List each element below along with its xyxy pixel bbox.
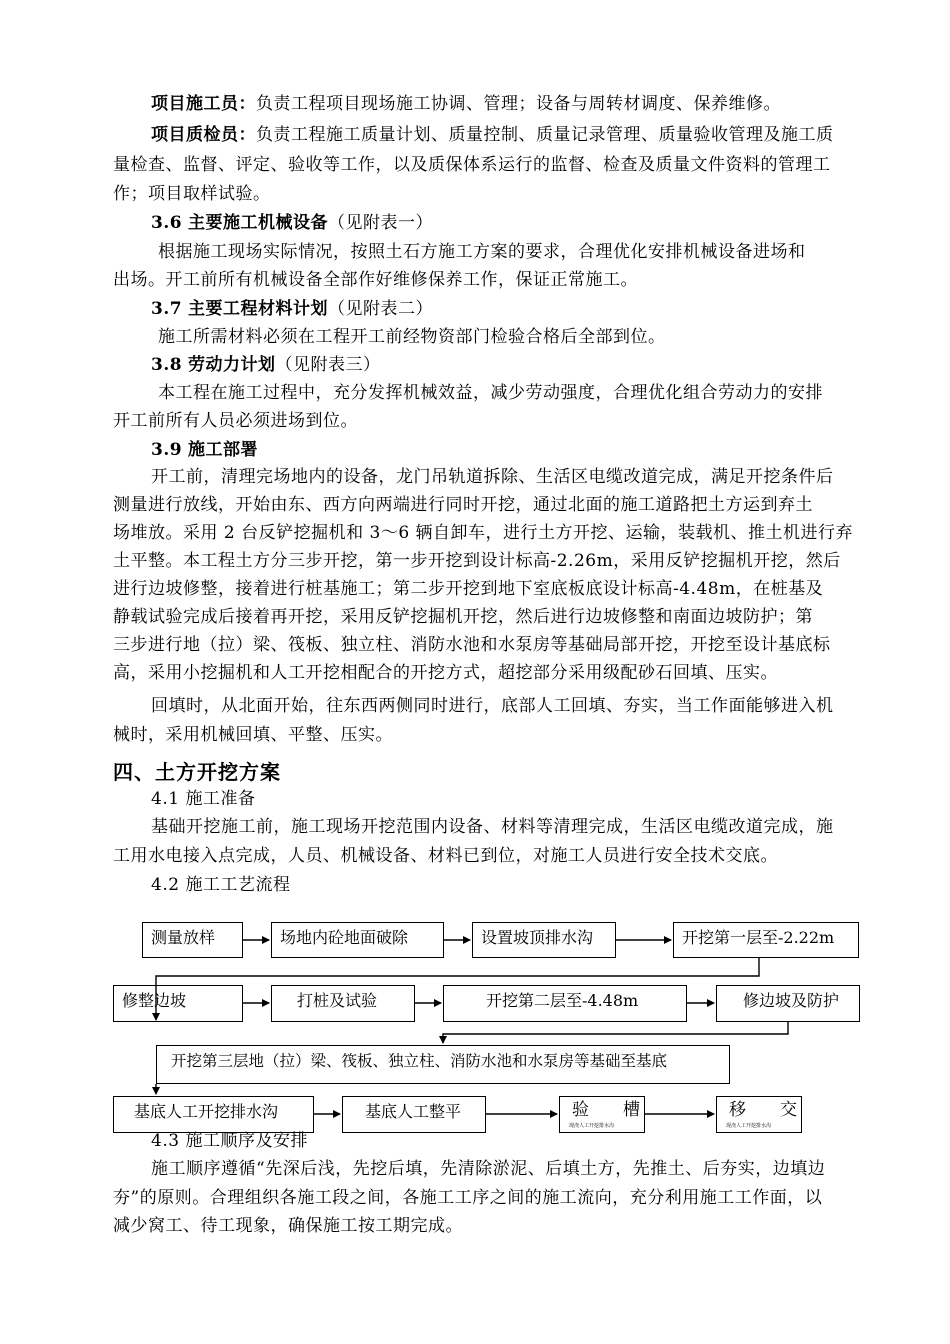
text-4-3-2: 夯”的原则。合理组织各施工段之间，各施工工序之间的施工流向，充分利用施工工作面，以 — [113, 1188, 823, 1208]
text-3-9-10: 械时，采用机械回填、平整、压实。 — [113, 725, 393, 745]
arrow-b8-b9 — [443, 1022, 788, 1043]
flow-step-excavate-layer1: 开挖第一层至-2.22m — [673, 922, 859, 958]
text-3-9-7: 三步进行地（拉）梁、筏板、独立柱、消防水池和水泵房等基础局部开挖，开挖至设计基底标 — [113, 635, 831, 655]
text-quality-inspector-2: 量检查、监督、评定、验收等工作，以及质保体系运行的监督、检查及质量文件资料的管理工 — [113, 155, 831, 175]
text-3-8-1: 本工程在施工过程中，充分发挥机械效益，减少劳动强度，合理优化组合劳动力的安排 — [158, 383, 823, 403]
heading-3-8-num: 3.8 — [151, 355, 183, 375]
text-3-9-2: 测量进行放线，开始由东、西方向两端进行同时开挖，通过北面的施工道路把土方运到弃土 — [113, 495, 813, 515]
heading-3-6-num: 3.6 — [151, 213, 183, 233]
text-3-9-9: 回填时，从北面开始，往东西两侧同时进行，底部人工回填、夯实，当工作面能够进入机 — [151, 696, 834, 716]
heading-3-7-ref: （见附表二） — [327, 299, 433, 319]
flow-step-inspect-trench-label: 验 槽 — [572, 1100, 640, 1120]
text-3-9-4: 土平整。本工程土方分三步开挖，第一步开挖到设计标高-2.26m，采用反铲挖掘机开挖，然后 — [113, 551, 841, 571]
text-3-9-5: 进行边坡修整，接着进行桩基施工；第二步开挖到地下室底板底设计标高-4.48m，在桩基及 — [113, 579, 824, 599]
label-quality-inspector: 项目质检员： — [151, 125, 256, 145]
flow-step-excavate-layer2: 开挖第二层至-4.48m — [443, 985, 687, 1022]
text-4-3-1: 施工顺序遵循“先深后浅，先挖后填，先清除淤泥、后填土方，先推土、后夯实，边填边 — [151, 1159, 826, 1179]
heading-3-8-ref: （见附表三） — [275, 355, 381, 375]
flow-step-slope-protection: 修边坡及防护 — [716, 985, 860, 1022]
text-quality-inspector-1: 负责工程施工质量计划、质量控制、质量记录管理、质量验收管理及施工质 — [256, 125, 834, 145]
arrow-b4-b5 — [156, 958, 759, 1020]
heading-4-1: 4.1 施工准备 — [151, 789, 256, 809]
heading-4-3: 4.3 施工顺序及安排 — [151, 1131, 308, 1151]
text-construction-staff: 负责工程项目现场施工协调、管理；设备与周转材调度、保养维修。 — [256, 94, 781, 114]
text-quality-inspector-3: 作；项目取样试验。 — [113, 184, 271, 204]
heading-3-7-title: 主要工程材料计划 — [187, 299, 328, 319]
heading-3-6-ref: （见附表一） — [327, 213, 433, 233]
text-4-1-2: 工用水电接入点完成，人员、机械设备、材料已到位，对施工人员进行安全技术交底。 — [113, 846, 778, 866]
heading-3-8-title: 劳动力计划 — [187, 355, 276, 375]
text-4-3-3: 减少窝工、待工现象，确保施工按工期完成。 — [113, 1216, 463, 1236]
flow-step-excavate-layer3: 开挖第三层地（拉）梁、筏板、独立柱、消防水池和水泵房等基础至基底 — [156, 1045, 730, 1084]
flow-step-survey: 测量放样 — [142, 922, 243, 958]
heading-3-9-num: 3.9 — [151, 440, 183, 460]
heading-3-6-title: 主要施工机械设备 — [187, 213, 328, 233]
heading-4-2: 4.2 施工工艺流程 — [151, 875, 291, 895]
flow-step-base-level: 基底人工整平 — [342, 1096, 486, 1133]
flow-step-base-drain: 基底人工开挖排水沟 — [113, 1096, 314, 1133]
label-construction-staff: 项目施工员： — [151, 94, 256, 114]
flow-step-piling: 打桩及试验 — [271, 985, 415, 1022]
text-3-9-6: 静载试验完成后接着再开挖，采用反铲挖掘机开挖，然后进行边坡修整和南面边坡防护；第 — [113, 607, 813, 627]
flow-step-handover-small: 现浇人工开挖排水沟 — [726, 1123, 772, 1129]
text-3-8-2: 开工前所有人员必须进场到位。 — [113, 411, 358, 431]
text-3-9-3: 场堆放。采用 2 台反铲挖掘机和 3～6 辆自卸车，进行土方开挖、运输，装载机、推土机进行弃 — [113, 523, 854, 543]
text-4-1-1: 基础开挖施工前，施工现场开挖范围内设备、材料等清理完成，生活区电缆改道完成，施 — [151, 817, 834, 837]
text-3-6-1: 根据施工现场实际情况，按照土石方施工方案的要求，合理优化安排机械设备进场和 — [158, 242, 806, 262]
text-3-7-1: 施工所需材料必须在工程开工前经物资部门检验合格后全部到位。 — [158, 327, 666, 347]
heading-3-9-title: 施工部署 — [187, 440, 258, 460]
text-3-9-8: 高，采用小挖掘机和人工开挖相配合的开挖方式，超挖部分采用级配砂石回填、压实。 — [113, 663, 778, 683]
heading-3-7-num: 3.7 — [151, 299, 183, 319]
flow-step-handover-label: 移 交 — [729, 1100, 797, 1120]
flow-step-inspect-trench-small: 现浇人工开挖排水沟 — [569, 1123, 615, 1129]
chapter-4-title: 四、土方开挖方案 — [113, 760, 281, 784]
text-3-6-2: 出场。开工前所有机械设备全部作好维修保养工作，保证正常施工。 — [113, 270, 638, 290]
flow-step-break-concrete: 场地内砼地面破除 — [271, 922, 444, 958]
flow-step-top-drain: 设置坡顶排水沟 — [472, 922, 616, 958]
text-3-9-1: 开工前，清理完场地内的设备，龙门吊轨道拆除、生活区电缆改道完成，满足开挖条件后 — [151, 467, 834, 487]
flow-step-trim-slope: 修整边坡 — [113, 985, 243, 1022]
